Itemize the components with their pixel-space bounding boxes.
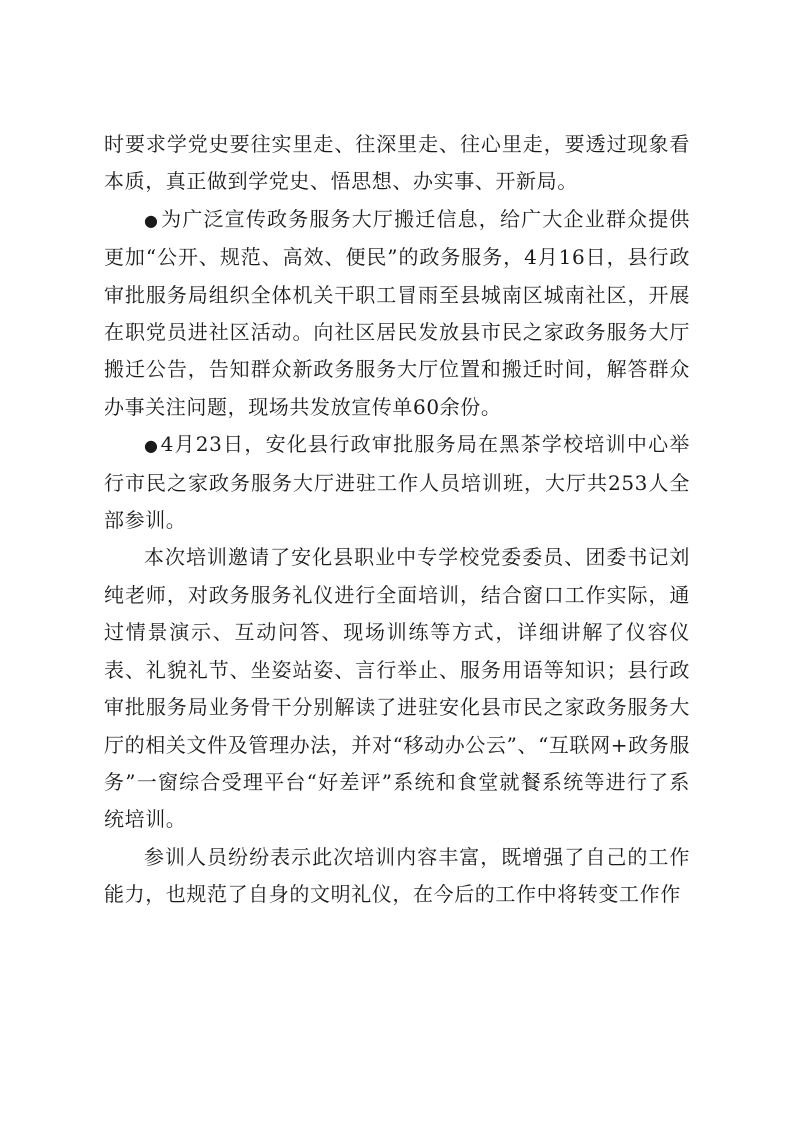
paragraph-training-details: 本次培训邀请了安化县职业中专学校党委委员、团委书记刘纯老师，对政务服务礼仪进行全面培训，结合窗口工作实际，通过情景演示、互动问答、现场训练等方式，详细讲解了仪容仪表、礼貌礼节、坐姿站姿、言行举止、服务用语等知识；县行政审批服务局业务骨干分别解读了进驻安化县市民之家政务服务大厅的相关文件及管理办法，并对“移动办公云”、“互联网+政务服务”一窗综合受理平台“好差评”系统和食堂就餐系统等进行了系统培训。: [104, 545, 690, 832]
paragraph-bullet-publicity: [104, 201, 690, 426]
paragraph-participant-feedback: 参训人员纷纷表示此次培训内容丰富，既增强了自己的工作能力，也规范了自身的文明礼仪，在今后的工作中将转变工作作: [104, 844, 690, 907]
bullet-dot-icon: ●: [144, 210, 159, 230]
paragraph-text: 为广泛宣传政务服务大厅搬迁信息，给广大企业群众提供更加“公开、规范、高效、便民”的政务服务，4月16日，县行政审批服务局组织全体机关干职工冒雨至县城南区城南社区，开展在职党员进社区活动。向社区居民发放县市民之家政务服务大厅搬迁公告，告知群众新政务服务大厅位置和搬迁时间，解答群众办事关注问题，现场共发放宣传单60余份。: [104, 206, 690, 419]
paragraph-text: 4月23日，安化县行政审批服务局在黑茶学校培训中心举行市民之家政务服务大厅进驻工作人员培训班，大厅共253人全部参训。: [104, 432, 690, 533]
bullet-dot-icon: ●: [144, 436, 159, 456]
paragraph-continuation: 时要求学党史要往实里走、往深里走、往心里走，要透过现象看本质，真正做到学党史、悟思想、办实事、开新局。: [104, 132, 690, 194]
paragraph-bullet-training: [104, 426, 690, 539]
document-body: [104, 126, 690, 914]
